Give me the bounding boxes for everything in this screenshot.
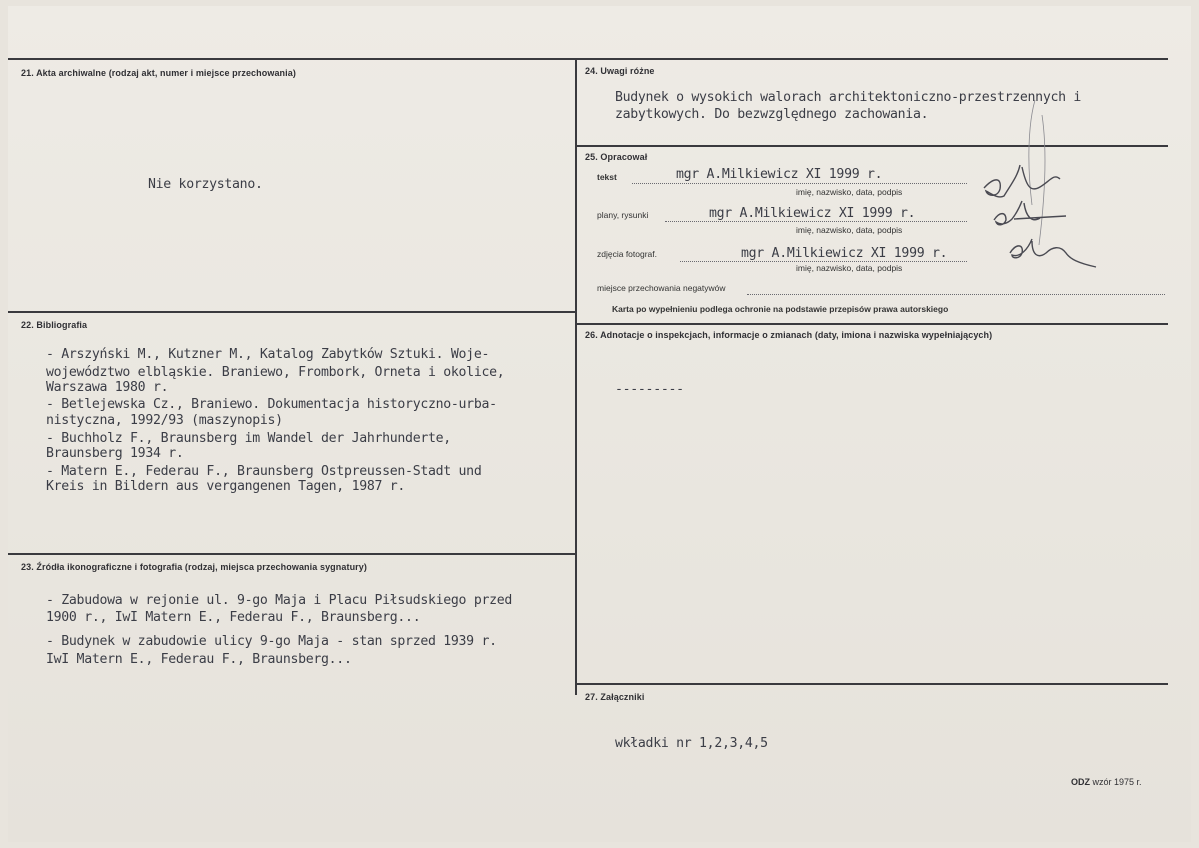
center-divider: [575, 58, 577, 695]
top-rule: [8, 58, 1168, 60]
stamp-org: ODZ: [1071, 777, 1090, 787]
bibliography-line: - Arszyński M., Kutzner M., Katalog Zabytków Sztuki. Woje-: [46, 347, 490, 362]
section-26-label: 26. Adnotacje o inspekcjach, informacje o zmianach (daty, imiona i nazwiska wypełniających): [585, 330, 993, 340]
remarks-line: zabytkowych. Do bezwzględnego zachowania.: [615, 107, 929, 122]
plany-label: plany, rysunki: [597, 210, 649, 220]
section-27-label: 27. Załączniki: [585, 692, 645, 702]
bibliography-line: Braunsberg 1934 r.: [46, 446, 184, 461]
stamp-text: wzór 1975 r.: [1092, 777, 1142, 787]
iconography-line: 1900 r., IwI Matern E., Federau F., Braunsberg...: [46, 610, 421, 625]
bibliography-line: - Buchholz F., Braunsberg im Wandel der Jahrhunderte,: [46, 431, 451, 446]
section-23-label: 23. Źródła ikonograficzne i fotografia (rodzaj, miejsca przechowania sygnatury): [21, 562, 367, 572]
zdjecia-label: zdjęcia fotograf.: [597, 249, 658, 259]
handwritten-signatures: [970, 95, 1110, 280]
plany-caption: imię, nazwisko, data, podpis: [796, 225, 903, 235]
right-divider-25-26: [575, 323, 1168, 325]
left-divider-22-23: [8, 553, 576, 555]
tekst-caption: imię, nazwisko, data, podpis: [796, 187, 903, 197]
zdjecia-value: mgr A.Milkiewicz XI 1999 r.: [741, 246, 948, 261]
plany-value: mgr A.Milkiewicz XI 1999 r.: [709, 206, 916, 221]
zdjecia-caption: imię, nazwisko, data, podpis: [796, 263, 903, 273]
tekst-label: tekst: [597, 172, 617, 182]
bibliography-line: Warszawa 1980 r.: [46, 380, 169, 395]
section-24-label: 24. Uwagi różne: [585, 66, 655, 76]
iconography-line: IwI Matern E., Federau F., Braunsberg...: [46, 652, 352, 667]
form-version-stamp: [1071, 777, 1142, 787]
negatives-line: [747, 294, 1165, 295]
iconography-line: - Zabudowa w rejonie ul. 9-go Maja i Placu Piłsudskiego przed: [46, 593, 513, 608]
attachments-content: wkładki nr 1,2,3,4,5: [615, 736, 768, 751]
bibliography-line: - Matern E., Federau F., Braunsberg Ostpreussen-Stadt und: [46, 464, 482, 479]
left-divider-21-22: [8, 311, 576, 313]
bibliography-line: - Betlejewska Cz., Braniewo. Dokumentacja historyczno-urba-: [46, 397, 497, 412]
zdjecia-line: [680, 261, 967, 262]
remarks-line: Budynek o wysokich walorach architektoniczno-przestrzennych i: [615, 90, 1082, 105]
section-21-label: 21. Akta archiwalne (rodzaj akt, numer i miejsce przechowania): [21, 68, 296, 78]
iconography-line: - Budynek w zabudowie ulicy 9-go Maja - stan sprzed 1939 r.: [46, 634, 497, 649]
section-26-content: ---------: [615, 382, 684, 397]
bibliography-line: nistyczna, 1992/93 (maszynopis): [46, 413, 283, 428]
negatives-label: miejsce przechowania negatywów: [597, 283, 726, 293]
tekst-line: [632, 183, 967, 184]
right-divider-26-27: [575, 683, 1168, 685]
section-22-label: 22. Bibliografia: [21, 320, 88, 330]
section-21-content: Nie korzystano.: [148, 177, 263, 192]
tekst-value: mgr A.Milkiewicz XI 1999 r.: [676, 167, 883, 182]
section-25-label: 25. Opracował: [585, 152, 648, 162]
plany-line: [665, 221, 967, 222]
copyright-note: Karta po wypełnieniu podlega ochronie na podstawie przepisów prawa autorskiego: [612, 304, 949, 314]
bibliography-line: województwo elbląskie. Braniewo, Frombork, Orneta i okolice,: [46, 365, 505, 380]
bibliography-line: Kreis in Bildern aus vergangenen Tagen, 1987 r.: [46, 479, 406, 494]
